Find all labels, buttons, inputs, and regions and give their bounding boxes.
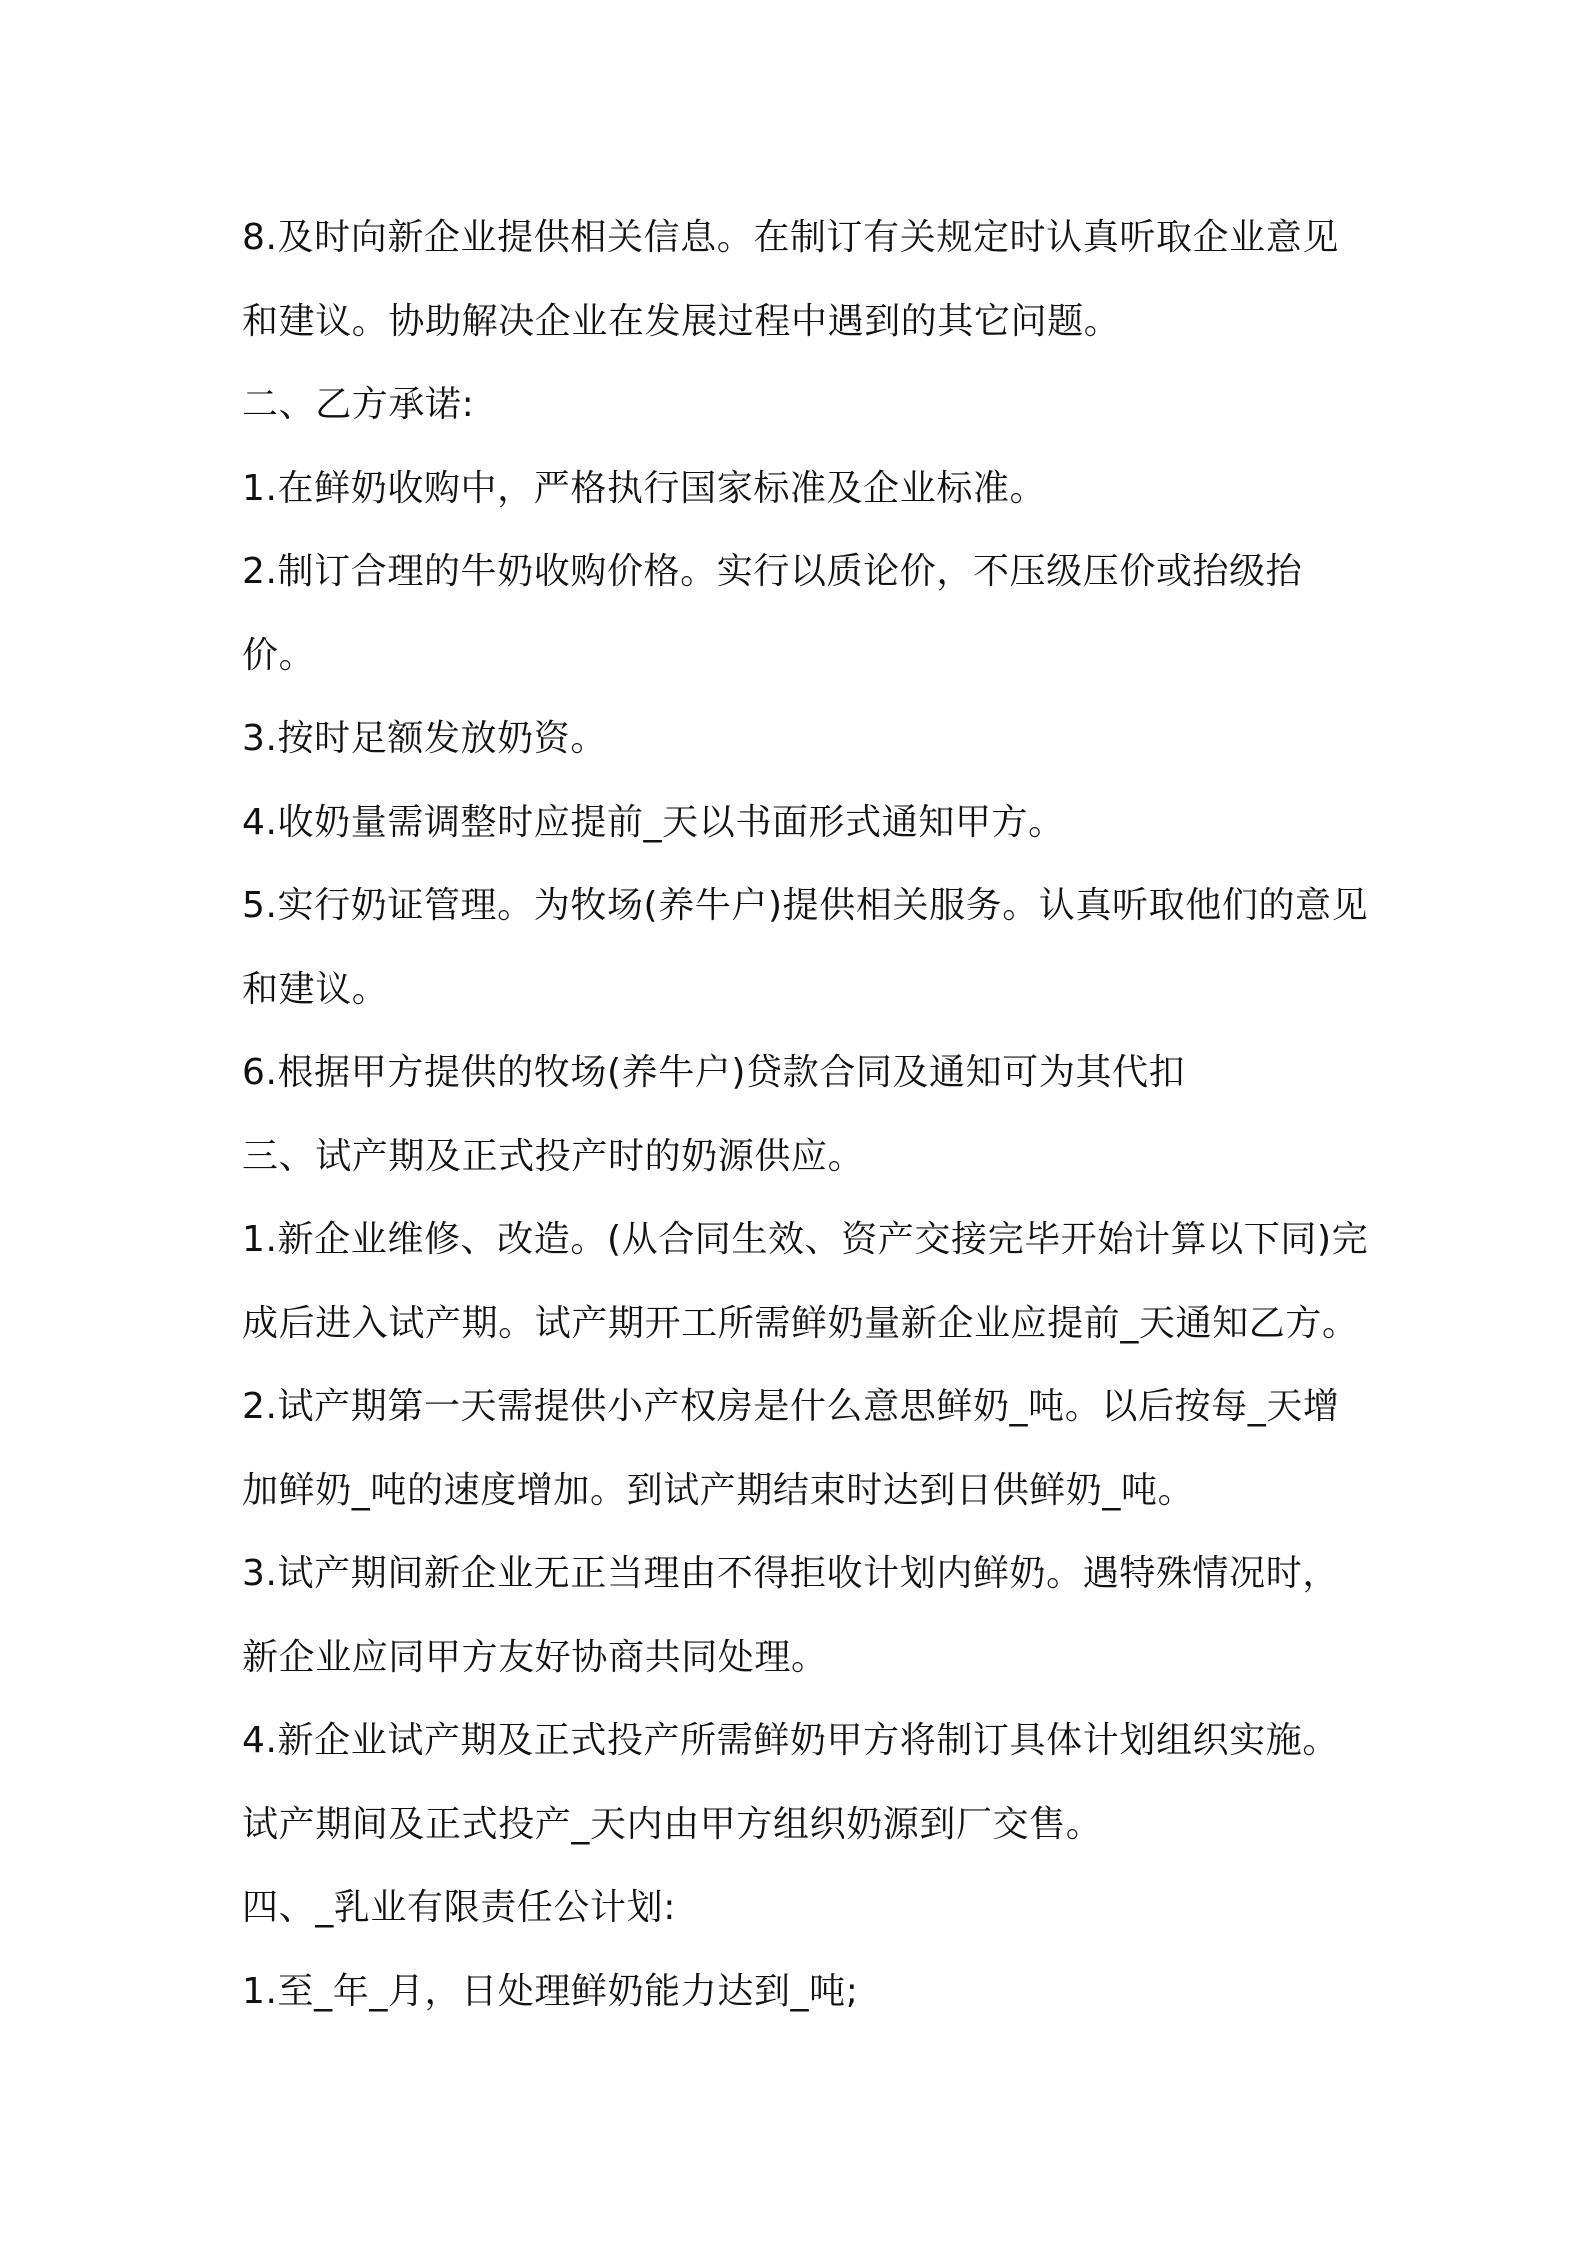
- paragraph-trial-item-4: 4.新企业试产期及正式投产所需鲜奶甲方将制订具体计划组织实施。试产期间及正式投产_天内由甲方组织奶源到厂交售。: [242, 1720, 1339, 1845]
- paragraph-trial-item-1: 1.新企业维修、改造。(从合同生效、资产交接完毕开始计算以下同)完成后进入试产期。试产期开工所需鲜奶量新企业应提前_天通知乙方。: [242, 1219, 1369, 1344]
- paragraph-party-b-item-6: 6.根据甲方提供的牧场(养牛户)贷款合同及通知可为其代扣: [242, 1052, 1186, 1093]
- paragraph-trial-item-3: 3.试产期间新企业无正当理由不得拒收计划内鲜奶。遇特殊情况时，新企业应同甲方友好协商共同处理。: [242, 1553, 1339, 1678]
- paragraph-party-b-item-2: 2.制订合理的牛奶收购价格。实行以质论价，不压级压价或抬级抬价。: [242, 551, 1303, 676]
- section-heading-trial-production-supply: 三、试产期及正式投产时的奶源供应。: [242, 1135, 865, 1177]
- paragraph-plan-item-1: 1.至_年_月，日处理鲜奶能力达到_吨;: [242, 1970, 859, 2012]
- section-heading-company-plan: 四、_乳业有限责任公计划:: [242, 1887, 676, 1928]
- paragraph-party-a-item-8: 8.及时向新企业提供相关信息。在制订有关规定时认真听取企业意见和建议。协助解决企业在发展过程中遇到的其它问题。: [242, 217, 1339, 342]
- paragraph-party-b-item-4: 4.收奶量需调整时应提前_天以书面形式通知甲方。: [242, 801, 1065, 843]
- paragraph-party-b-item-3: 3.按时足额发放奶资。: [242, 718, 607, 759]
- document-body: [242, 196, 1372, 2033]
- paragraph-party-b-item-5: 5.实行奶证管理。为牧场(养牛户)提供相关服务。认真听取他们的意见和建议。: [242, 885, 1369, 1010]
- section-heading-party-b-commitments: 二、乙方承诺:: [242, 384, 475, 425]
- paragraph-party-b-item-1: 1.在鲜奶收购中，严格执行国家标准及企业标准。: [242, 467, 1047, 509]
- paragraph-trial-item-2: 2.试产期第一天需提供小产权房是什么意思鲜奶_吨。以后按每_天增加鲜奶_吨的速度增加。到试产期结束时达到日供鲜奶_吨。: [242, 1386, 1340, 1511]
